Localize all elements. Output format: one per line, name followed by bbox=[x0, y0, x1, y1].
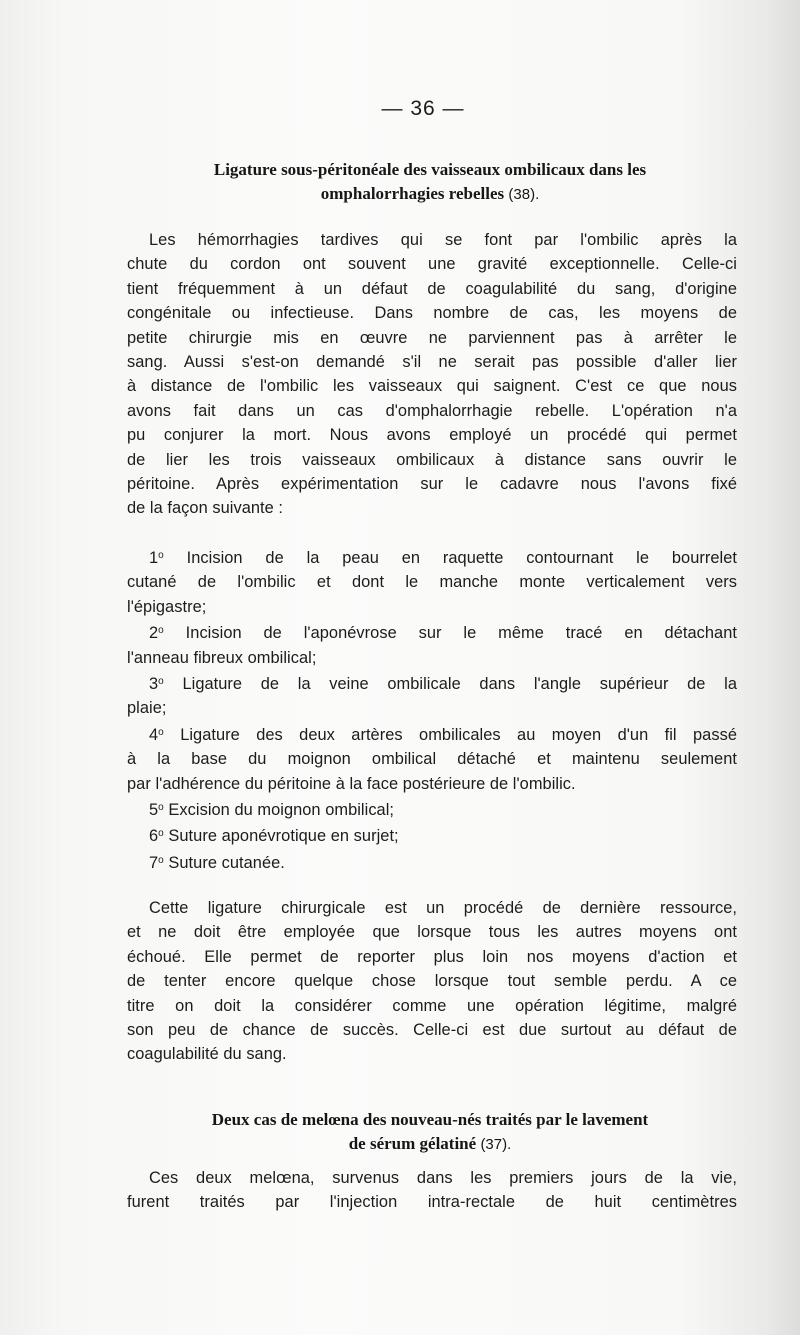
step-number: 3$^o$ bbox=[149, 675, 164, 694]
heading-line: Deux cas de melœna des nouveau-nés traités par le lavement bbox=[211, 1110, 649, 1129]
procedure-step bbox=[127, 670, 737, 721]
text-line: chute du cordon ont souvent une gravité exceptionnelle. Celle-ci bbox=[127, 255, 737, 274]
text-line: sang. Aussi s'est-on demandé s'il ne serait pas possible d'aller lier bbox=[127, 353, 737, 372]
step-number: 4$^o$ bbox=[149, 725, 164, 744]
section-heading bbox=[130, 1108, 730, 1157]
heading-line bbox=[130, 182, 730, 207]
procedure-step bbox=[127, 849, 737, 875]
procedure-steps-list bbox=[127, 544, 737, 875]
text-line: Ces deux melœna, survenus dans les premiers jours de la vie, bbox=[149, 1169, 737, 1187]
heading-line-text: omphalorrhagies rebelles bbox=[320, 184, 505, 203]
procedure-step bbox=[127, 721, 737, 796]
text-line: petite chirurgie mis en œuvre ne parviennent pas à arrêter le bbox=[127, 328, 737, 347]
text-line: de tenter encore quelque chose lorsque tout semble perdu. A ce bbox=[127, 972, 737, 991]
heading-line bbox=[130, 1132, 730, 1157]
text-line: et ne doit être employée que lorsque tous les autres moyens ont bbox=[127, 923, 737, 942]
heading-line-text: de sérum gélatiné bbox=[348, 1134, 477, 1153]
text-line: à la base du moignon ombilical détaché et maintenu seulement bbox=[127, 750, 737, 769]
text-line: pu conjurer la mort. Nous avons employé un procédé qui permet bbox=[127, 426, 737, 445]
paragraph bbox=[127, 1166, 737, 1215]
text-line: 6$^o$ Suture aponévrotique en surjet; bbox=[149, 827, 399, 846]
reference-number: (38). bbox=[508, 186, 540, 203]
text-line: 2$^o$ Incision de l'aponévrose sur le même tracé en détachant bbox=[149, 624, 737, 643]
text-line: de lier les trois vaisseaux ombilicaux à distance sans ouvrir le bbox=[127, 450, 737, 469]
text-line: Cette ligature chirurgicale est un procédé de dernière ressource, bbox=[149, 899, 737, 917]
paragraph bbox=[127, 896, 737, 1067]
step-number: 7$^o$ bbox=[149, 853, 164, 872]
procedure-step bbox=[127, 544, 737, 619]
text-line: l'épigastre; bbox=[127, 597, 207, 616]
text-line: 5$^o$ Excision du moignon ombilical; bbox=[149, 801, 395, 820]
text-line: de la façon suivante : bbox=[127, 499, 284, 518]
text-line: son peu de chance de succès. Celle-ci est due surtout au défaut de bbox=[127, 1021, 737, 1040]
text-line: par l'adhérence du péritoine à la face postérieure de l'ombilic. bbox=[127, 774, 576, 793]
text-line: à distance de l'ombilic les vaisseaux qui saignent. C'est ce que nous bbox=[127, 377, 737, 396]
step-number: 1$^o$ bbox=[149, 549, 164, 567]
text-line: péritoine. Après expérimentation sur le cadavre nous l'avons fixé bbox=[127, 475, 737, 494]
text-line: 1$^o$ Incision de la peau en raquette contournant le bourrelet bbox=[149, 549, 737, 567]
text-line: avons fait dans un cas d'omphalorrhagie rebelle. L'opération n'a bbox=[127, 401, 737, 420]
text-line: échoué. Elle permet de reporter plus loin nos moyens d'action et bbox=[127, 947, 737, 966]
step-number: 5$^o$ bbox=[149, 801, 164, 820]
text-line: congénitale ou infectieuse. Dans nombre de cas, les moyens de bbox=[127, 304, 737, 323]
heading-line: Ligature sous-péritonéale des vaisseaux ombilicaux dans les bbox=[213, 160, 647, 179]
page-number: — 36 — bbox=[381, 97, 465, 120]
paragraph bbox=[127, 228, 737, 521]
text-line: l'anneau fibreux ombilical; bbox=[127, 648, 317, 667]
text-line: plaie; bbox=[127, 699, 167, 718]
section-heading bbox=[130, 158, 730, 207]
text-line: tient fréquemment à un défaut de coagulabilité du sang, d'origine bbox=[127, 279, 737, 298]
text-line: Les hémorrhagies tardives qui se font par l'ombilic après la bbox=[149, 231, 737, 249]
step-number: 6$^o$ bbox=[149, 827, 164, 846]
text-line: 7$^o$ Suture cutanée. bbox=[149, 853, 285, 872]
procedure-step bbox=[127, 822, 737, 848]
step-number: 2$^o$ bbox=[149, 624, 164, 643]
text-line: furent traités par l'injection intra-rectale de huit centimètres bbox=[127, 1193, 737, 1212]
text-line: titre on doit la considérer comme une opération légitime, malgré bbox=[127, 996, 737, 1015]
reference-number: (37). bbox=[480, 1136, 512, 1153]
text-line: cutané de l'ombilic et dont le manche monte verticalement vers bbox=[127, 573, 737, 592]
text-line: 4$^o$ Ligature des deux artères ombilicales au moyen d'un fil passé bbox=[149, 725, 737, 744]
text-line: 3$^o$ Ligature de la veine ombilicale dans l'angle supérieur de la bbox=[149, 675, 737, 694]
text-line: coagulabilité du sang. bbox=[127, 1045, 287, 1064]
procedure-step bbox=[127, 619, 737, 670]
procedure-step bbox=[127, 796, 737, 822]
